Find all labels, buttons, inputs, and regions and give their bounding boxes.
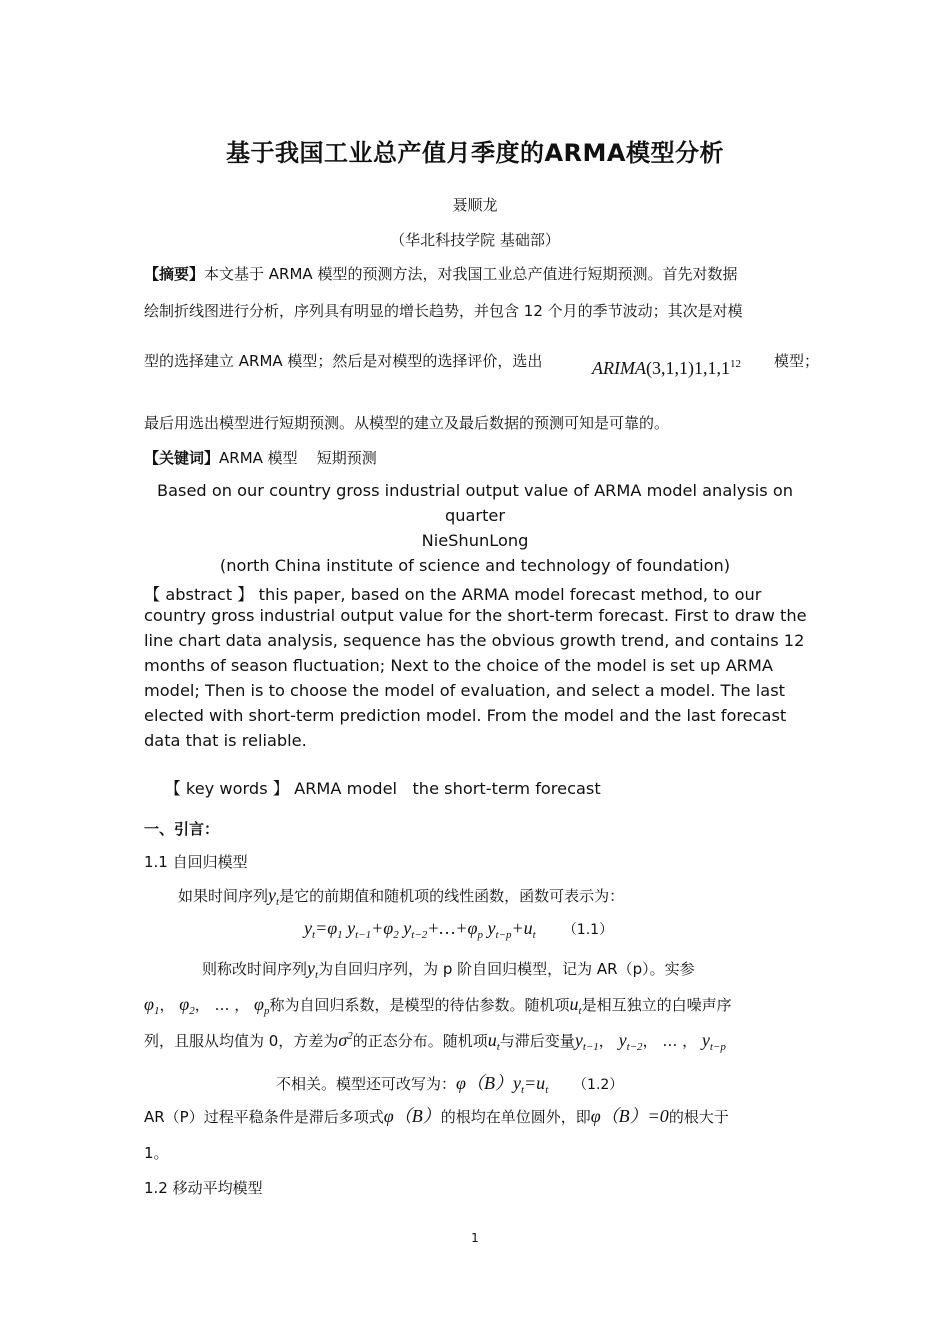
abstract-en-line6: elected with short-term prediction model. From the model and the last forecast xyxy=(144,706,787,725)
abstract-cn-label: 【摘要】 xyxy=(144,265,205,283)
title-en-line2: quarter xyxy=(444,506,506,525)
abstract-en-line1: 【 abstract 】 this paper, based on the ARMA model forecast method, to our xyxy=(144,585,762,604)
author-cn: 聂顺龙 xyxy=(452,196,498,214)
page-number: 1 xyxy=(471,1231,479,1245)
paragraph-6: AR（P）过程平稳条件是滞后多项式φ（B）的根均在单位圆外，即φ（B）=0的根大于 xyxy=(144,1106,729,1126)
affiliation-en: (north China institute of science and technology of foundation) xyxy=(219,556,731,575)
author-en: NieShunLong xyxy=(421,531,529,550)
abstract-cn-line3: 型的选择建立 ARMA 模型；然后是对模型的选择评价，选出 xyxy=(144,352,543,370)
abstract-en-line7: data that is reliable. xyxy=(144,731,307,750)
paragraph-2: 则称改时间序列$y_t$为自回归序列，为 p 阶自回归模型，记为 AR（p）。实参 xyxy=(202,958,695,981)
abstract-cn-line2: 绘制折线图进行分析，序列具有明显的增长趋势，并包含 12 个月的季节波动；其次是对模 xyxy=(144,302,743,320)
abstract-en-line2: country gross industrial output value for the short-term forecast. First to draw the xyxy=(144,606,807,625)
title-en-line1: Based on our country gross industrial output value of ARMA model analysis on xyxy=(157,481,793,500)
model-formula: ARIMA(3,1,1)1,1,1$^{12}$ xyxy=(592,358,741,378)
abstract-en-label: 【 abstract 】 xyxy=(144,585,254,604)
keywords-cn: 【关键词】ARMA 模型 短期预测 xyxy=(144,449,377,467)
equation-1-1: $y_t=\varphi_1$ $y_{t-1}+\varphi_2$ $y_{t-2}+\dots+\varphi_p$ $y_{t-p}+u_t$ （1.1） xyxy=(304,918,614,941)
paragraph-5: 不相关。模型还可改写为：$\varphi(B)y_t=u_t$ （1.2） xyxy=(276,1073,624,1096)
affiliation-cn: （华北科技学院 基础部） xyxy=(390,231,560,249)
abstract-cn-line4: 最后用选出模型进行短期预测。从模型的建立及最后数据的预测可知是可靠的。 xyxy=(144,414,670,432)
abstract-en-line3: line chart data analysis, sequence has the obvious growth trend, and contains 12 xyxy=(144,631,805,650)
abstract-cn-line3-tail: 模型； xyxy=(774,352,820,370)
paragraph-3: $\varphi_1$， $\varphi_2$， … ， $\varphi_p$称为自回归系数，是模型的待估参数。随机项$u_t$是相互独立的白噪声序 xyxy=(144,994,732,1017)
section-heading: 一、引言： xyxy=(144,820,220,838)
paragraph-4: 列，且服从均值为 0，方差为$\sigma^2$的正态分布。随机项$u_t$与滞后变量$y_{t-1}$， $y_{t-2}$， … ， $y_{t-p}$ xyxy=(144,1030,726,1053)
keywords-en: 【 key words 】 ARMA model the short-term forecast xyxy=(164,779,601,798)
paragraph-7: 1。 xyxy=(144,1144,169,1162)
paragraph-1: 如果时间序列$y_t$是它的前期值和随机项的线性函数，函数可表示为： xyxy=(178,885,625,908)
subsection-1-1: 1.1 自回归模型 xyxy=(144,853,248,871)
abstract-cn-line1: 【摘要】本文基于 ARMA 模型的预测方法，对我国工业总产值进行短期预测。首先对数据 xyxy=(144,265,738,283)
abstract-en-line5: model; Then is to choose the model of evaluation, and select a model. The last xyxy=(144,681,785,700)
abstract-en-line4: months of season fluctuation; Next to the choice of the model is set up ARMA xyxy=(144,656,773,675)
paper-title: 基于我国工业总产值月季度的ARMA模型分析 xyxy=(225,139,724,167)
subsection-1-2: 1.2 移动平均模型 xyxy=(144,1179,263,1197)
